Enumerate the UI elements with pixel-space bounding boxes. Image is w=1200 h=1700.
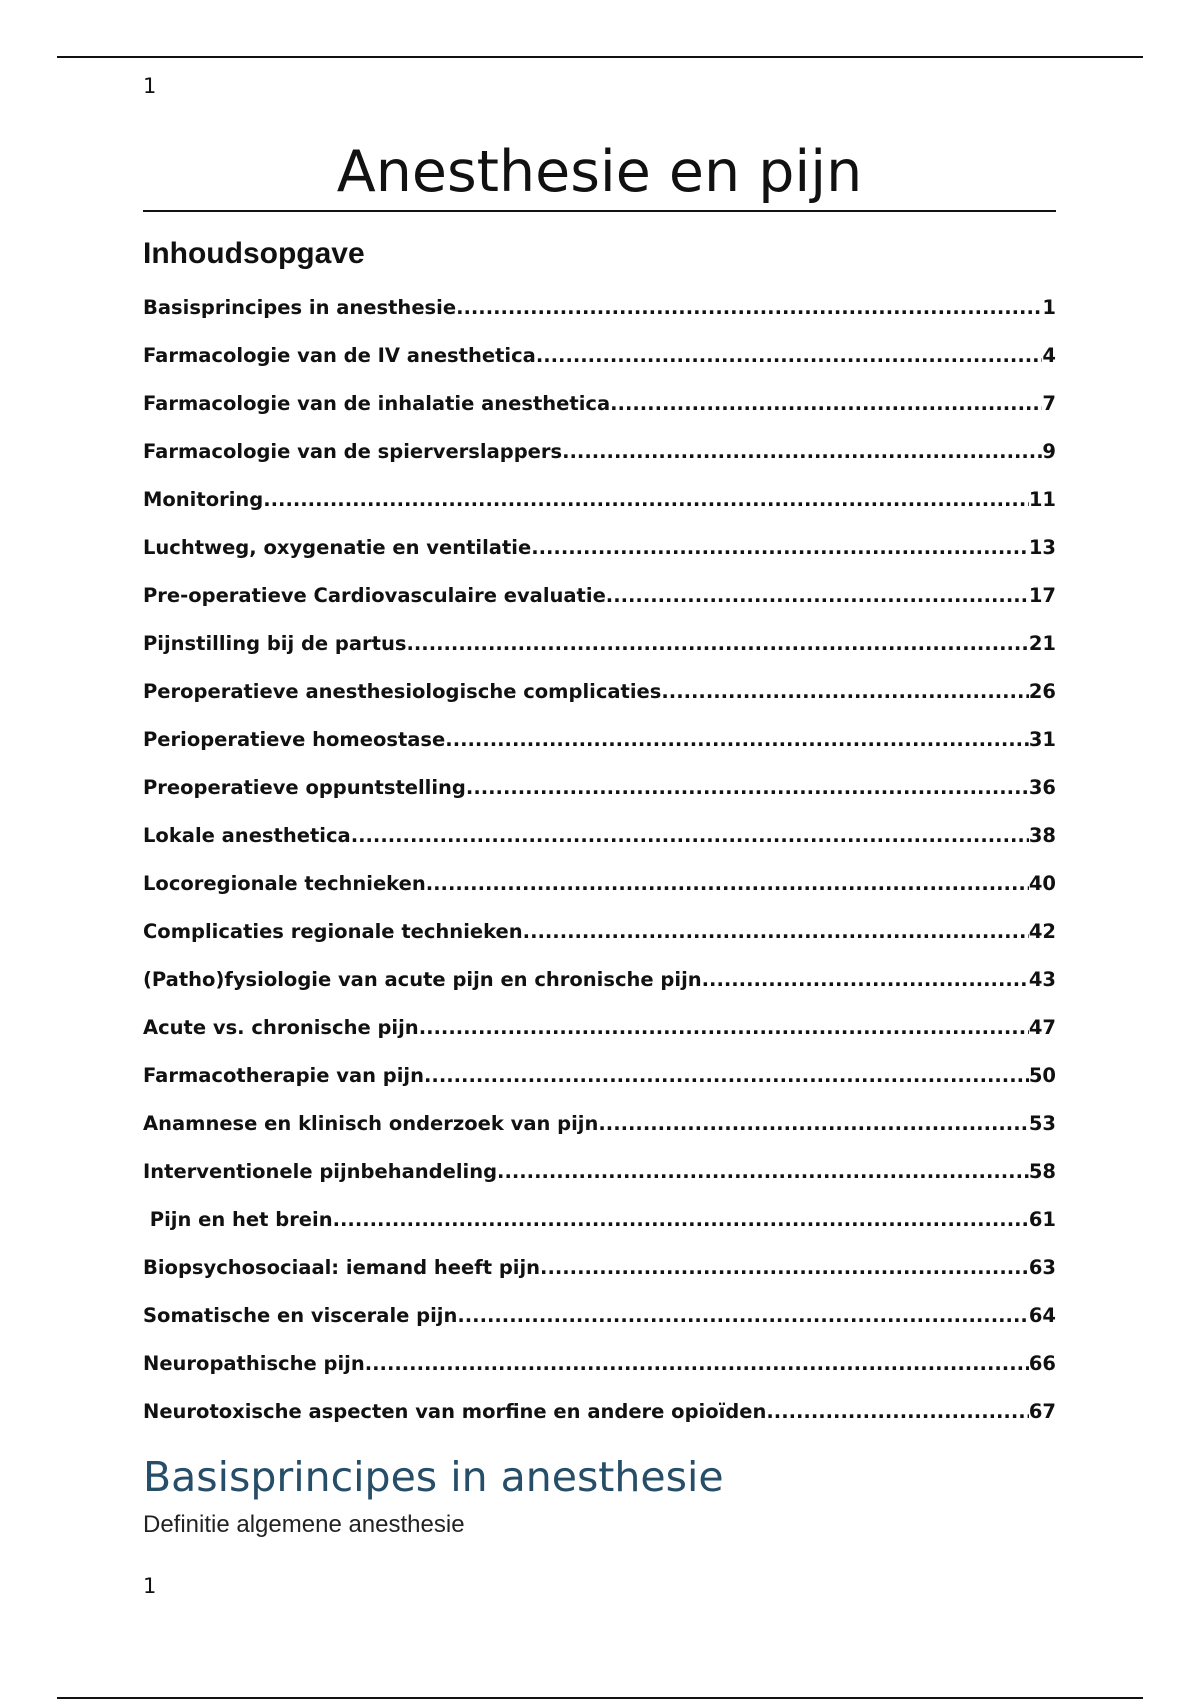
toc-entry-label: Farmacologie van de IV anesthetica [143,344,536,367]
toc-entry-page: 64 [1028,1304,1056,1327]
toc-entry[interactable] [143,1063,1056,1111]
toc-entry-page: 9 [1042,440,1056,463]
toc-entry-label: Perioperatieve homeostase [143,728,446,751]
toc-leader-dots [419,1015,1029,1041]
toc-entry[interactable] [143,1207,1056,1255]
toc-entry-page: 38 [1028,824,1056,847]
toc-entry-label: Luchtweg, oxygenatie en ventilatie [143,536,532,559]
toc-entry-label: Acute vs. chronische pijn [143,1016,419,1039]
toc-entry-label: Neurotoxische aspecten van morfine en andere opioïden [143,1400,767,1423]
toc-entry[interactable] [143,439,1056,487]
toc-leader-dots [598,1111,1028,1137]
footer-rule [57,1697,1143,1699]
toc-entry-page: 1 [1042,296,1056,319]
toc-entry-page: 50 [1028,1064,1056,1087]
toc-entry-label: Biopsychosociaal: iemand heeft pijn [143,1256,541,1279]
toc-entry-label: Peroperatieve anesthesiologische complicaties [143,680,662,703]
toc-leader-dots [531,535,1029,561]
toc-leader-dots [445,727,1029,753]
toc-leader-dots [466,775,1029,801]
toc-leader-dots [456,295,1042,321]
toc-leader-dots [661,679,1028,705]
toc-entry-label: Pijnstilling bij de partus [143,632,407,655]
toc-entry[interactable] [143,1111,1056,1159]
toc-entry-page: 42 [1028,920,1056,943]
toc-entry[interactable] [143,1399,1056,1447]
toc-entry[interactable] [143,1303,1056,1351]
table-of-contents [143,295,1056,1447]
toc-entry-page: 53 [1028,1112,1056,1135]
toc-heading: Inhoudsopgave [143,237,365,270]
toc-leader-dots [426,871,1029,897]
document-title: Anesthesie en pijn [336,139,863,205]
toc-entry-page: 11 [1028,488,1056,511]
toc-entry[interactable] [143,775,1056,823]
toc-entry-page: 66 [1028,1352,1056,1375]
toc-entry-label: Pre-operatieve Cardiovasculaire evaluatie [143,584,606,607]
toc-entry-page: 21 [1028,632,1056,655]
title-underline [143,210,1056,212]
toc-entry[interactable] [143,1015,1056,1063]
toc-entry-page: 36 [1028,776,1056,799]
toc-leader-dots [702,967,1029,993]
toc-entry-label: Farmacologie van de spierverslappers [143,440,563,463]
toc-entry-label: Anamnese en klinisch onderzoek van pijn [143,1112,599,1135]
toc-entry[interactable] [143,631,1056,679]
toc-entry-label: Locoregionale technieken [143,872,426,895]
toc-entry-page: 4 [1042,344,1056,367]
toc-leader-dots [610,391,1042,417]
toc-entry[interactable] [143,679,1056,727]
toc-entry[interactable] [143,487,1056,535]
toc-leader-dots [523,919,1029,945]
header-page-number: 1 [143,74,157,98]
toc-entry-page: 17 [1028,584,1056,607]
toc-entry[interactable] [143,1159,1056,1207]
toc-entry-label: Lokale anesthetica [143,824,351,847]
toc-leader-dots [562,439,1042,465]
toc-leader-dots [766,1399,1028,1425]
toc-entry-page: 13 [1028,536,1056,559]
toc-entry-label: Somatische en viscerale pijn [143,1304,458,1327]
toc-entry-page: 31 [1028,728,1056,751]
toc-leader-dots [406,631,1028,657]
toc-entry[interactable] [143,391,1056,439]
toc-entry-page: 40 [1028,872,1056,895]
toc-entry[interactable] [143,583,1056,631]
toc-entry[interactable] [143,295,1056,343]
toc-leader-dots [263,487,1029,513]
toc-entry-label: Basisprincipes in anesthesie [143,296,457,319]
toc-entry[interactable] [143,1255,1056,1303]
toc-entry-label: Monitoring [143,488,264,511]
toc-leader-dots [424,1063,1029,1089]
toc-entry-page: 63 [1028,1256,1056,1279]
toc-entry-label: Neuropathische pijn [143,1352,365,1375]
toc-entry[interactable] [143,967,1056,1015]
toc-leader-dots [333,1207,1029,1233]
toc-entry[interactable] [143,919,1056,967]
toc-leader-dots [351,823,1029,849]
footer-page-number: 1 [143,1574,157,1598]
toc-entry[interactable] [143,535,1056,583]
toc-entry-page: 26 [1028,680,1056,703]
toc-leader-dots [365,1351,1029,1377]
toc-entry-label: Farmacologie van de inhalatie anesthetica [143,392,611,415]
section-subheading: Definitie algemene anesthesie [143,1511,465,1538]
toc-leader-dots [457,1303,1029,1329]
toc-entry-page: 7 [1042,392,1056,415]
toc-entry-label: Preoperatieve oppuntstelling [143,776,466,799]
header-rule [57,56,1143,58]
toc-entry-label: Complicaties regionale technieken [143,920,523,943]
toc-entry-page: 58 [1028,1160,1056,1183]
toc-entry-page: 61 [1028,1208,1056,1231]
toc-entry-label: Interventionele pijnbehandeling [143,1160,498,1183]
toc-leader-dots [540,1255,1029,1281]
toc-entry-label: Farmacotherapie van pijn [143,1064,424,1087]
toc-leader-dots [536,343,1043,369]
toc-leader-dots [497,1159,1029,1185]
toc-entry[interactable] [143,1351,1056,1399]
section-heading: Basisprincipes in anesthesie [143,1453,724,1501]
toc-entry-label: Pijn en het brein [143,1208,333,1231]
toc-entry[interactable] [143,823,1056,871]
toc-entry[interactable] [143,871,1056,919]
toc-leader-dots [606,583,1029,609]
toc-entry[interactable] [143,727,1056,775]
toc-entry-page: 67 [1028,1400,1056,1423]
toc-entry[interactable] [143,343,1056,391]
toc-entry-page: 43 [1028,968,1056,991]
toc-entry-label: (Patho)fysiologie van acute pijn en chronische pijn [143,968,702,991]
toc-entry-page: 47 [1028,1016,1056,1039]
